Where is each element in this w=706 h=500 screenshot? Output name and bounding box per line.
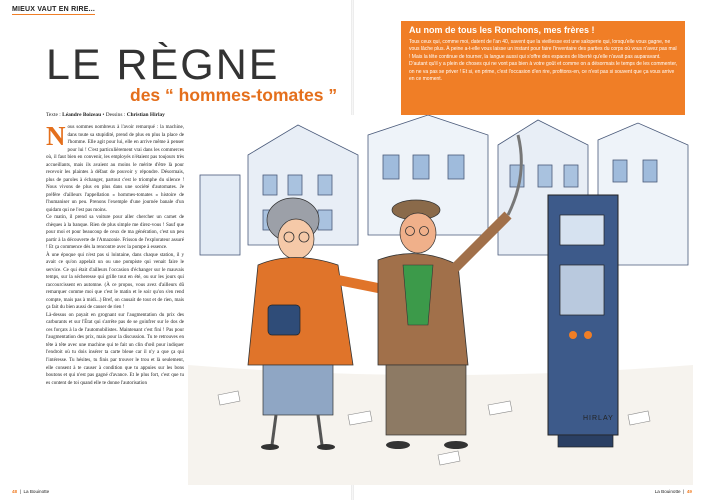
body-paragraph: ous sommes nombreux à l'avoir remarqué : la machine, dans toute sa stupidité, prend de plus en plus la place de l'homme. Elle agit pour lui, elle en arrive même à penser pour lui ! C'est particulièrement vrai dans les commerces où, il faut bien en convenir, les employés n'étaient pas toujours très accueillants, mais ils avaient au moins le mérite d'être là pour recevoir les plaintes à défaut de pouvoir y répondre. Désormais, plus de paroles à échanger, partout c'est le triomphe du silence ! Nous vivons de plus en plus dans une société d'automates. Je préfère d'ailleurs l'appellation « hommes-tomates » histoire de l'humaniser un peu. Prenons l'exemple d'une journée banale d'un quidam qui ne l'est pas moins.	[46, 124, 184, 213]
folio-right: La Bouinotte | 49	[654, 489, 692, 494]
folio-left: 48 | La Bouinotte	[12, 489, 50, 494]
byline-illustrator: Christian Hirlay	[126, 112, 165, 118]
byline-dessin-label: Dessins :	[105, 112, 126, 118]
body-paragraph: À une époque qui n'est pas si lointaine, dans chaque station, il y avait ce qu'on appelait un ou une pompiste qui venait faire le service. Ce qui était d'ailleurs l'occasion d'échanger sur le mauvais temps, sur la sécheresse qui grille tout en été, ou sur les jours qui raccourcissent en automne. (À ce propos, vous avez d'ailleurs dû remarquer comme moi que c'est le matin et le soir qu'on s'en rend compte, mais pas à midi...) Bref, on causait de tout et de rien, mais ça fait du bien aussi de causer de rien !	[46, 251, 184, 311]
article-body	[46, 121, 184, 387]
page-number-right: 49	[686, 489, 692, 494]
magazine-name-left: La Bouinotte	[23, 489, 50, 494]
section-label: MIEUX VAUT EN RIRE...	[12, 6, 96, 13]
magazine-name-right: La Bouinotte	[654, 489, 681, 494]
fuel-pump	[548, 195, 618, 447]
artist-signature: HIRLAY	[583, 415, 614, 422]
byline-texte-label: Texte :	[46, 112, 61, 118]
sidebar-box	[401, 21, 685, 117]
byline-author: Léandre Boizeau	[62, 112, 102, 118]
cartoon-illustration	[188, 115, 693, 485]
body-paragraph: Là-dessus on payait en grognant sur l'augmentation du prix des carburants et sur l'État qui s'arrête pas de se goinfrer sur le dos de ces forçats à la de l'automobilistes. Maintenant c'est fini ! Pas pour l'augmentation des prix, mais pour la discussion. Tu te retrouves en tête à tête avec une machine qui te fait un clin d'œil pour indiquer l'endroit où tu dois insérer ta carte bleue car il n'y a que ça qui l'intéresse. Tu hésites, tu finis par trouver le trou et là seulement, elle consent à te causer à condition que tu appuies sur les bons boutons et qui n'est pas gagné d'avance. Et le plus fort, c'est que tu es content de toi quand elle te donne l'autorisation	[46, 311, 184, 386]
sidebar-box-text: Tous ceux qui, comme moi, datent de l'an 40, savent que la vieillesse est une saloperie qui, lorsqu'elle vous gagne, ne vous lâche plus. À peine a-t-elle vous laisse un instant pour faire l'inventaire des parties du corps où vous n'avez pas mal ! Mais la tête continue de tourner, la langue aussi qui s'offre des espaces de liberté qu'elle n'avait pas auparavant. D'autant qu'il y a plein de choses qui ne vont pas bien à votre goût et comme on a désormais le temps de les commenter, on ne va pas se priver ! Et si, en prime, c'est l'occasion d'en rire, profitons-en, ce n'est pas si souvent que ça vous arrive en ce moment.	[409, 39, 678, 83]
article-title: LE RÈGNE	[46, 41, 280, 89]
page-number-left: 48	[12, 489, 18, 494]
drop-cap: N	[46, 121, 66, 151]
body-paragraph: Ce matin, il prend sa voiture pour aller chercher un carnet de chèques à la banque. Rien de plus simple me direz-vous ! Sauf que pour moi et pour beaucoup de ceux de ma génération, c'est un peu partir à la découverte de l'Amazonie. Frisson de l'explorateur assuré ! Et ça commence dès la rencontre avec la pompe à essence.	[46, 214, 184, 251]
byline: Texte : Léandre Boizeau • Dessins : Christian Hirlay	[46, 112, 165, 118]
article-subtitle: des “ hommes-tomates ”	[130, 85, 338, 105]
sidebar-box-title: Au nom de tous les Ronchons, mes frères !	[409, 25, 595, 35]
